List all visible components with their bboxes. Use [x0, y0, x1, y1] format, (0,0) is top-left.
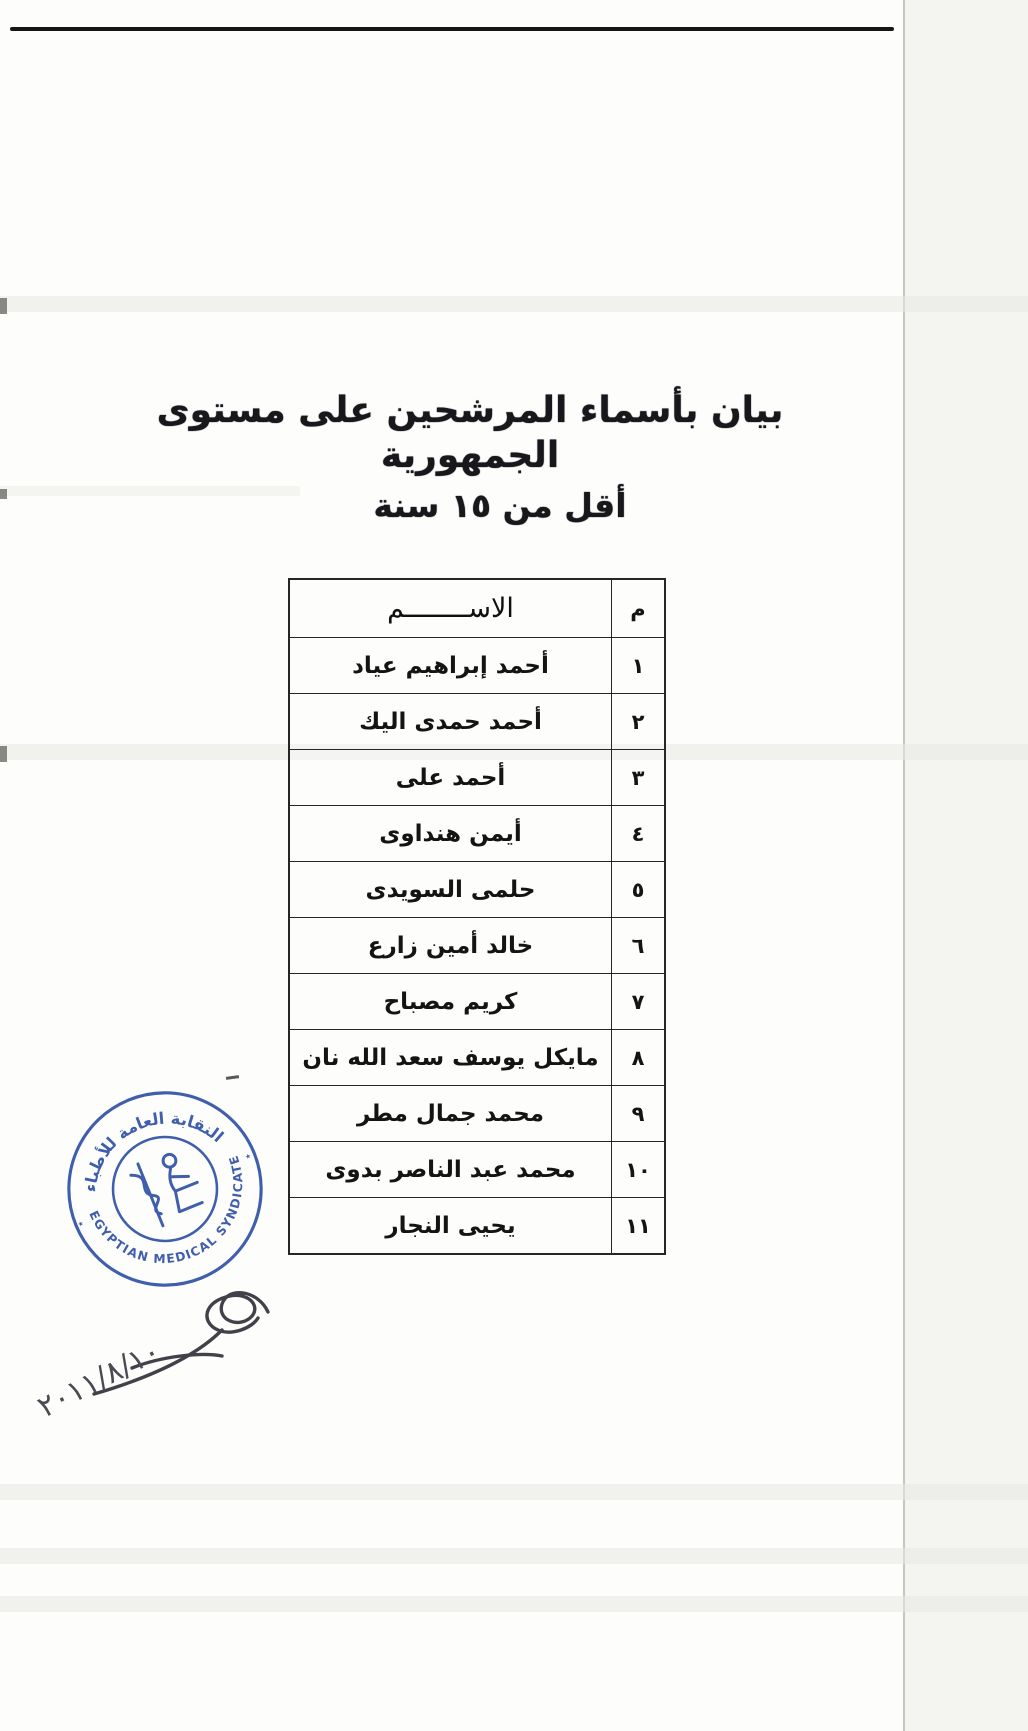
stamp-emblem-icon: [128, 1146, 208, 1230]
scan-band: [0, 296, 1028, 312]
row-number: ٥: [611, 862, 664, 917]
table-row: [290, 1141, 664, 1197]
table-row: [290, 917, 664, 973]
candidate-name: أحمد إبراهيم عياد: [352, 652, 549, 679]
candidate-name: يحيى النجار: [385, 1212, 516, 1239]
table-row: [290, 1085, 664, 1141]
stamp-star-icon: ٭: [242, 1148, 254, 1164]
candidate-name: أحمد حمدى اليك: [359, 708, 542, 735]
row-number: ٢: [611, 694, 664, 749]
scan-edge-mark: [0, 489, 7, 499]
title-line-1: بيان بأسماء المرشحين على مستوى الجمهورية: [156, 390, 784, 476]
header-num: م: [611, 580, 664, 637]
scan-edge-mark: [0, 746, 7, 762]
scan-right-edge: [903, 0, 1028, 1731]
candidates-table: [288, 578, 666, 1255]
candidate-name: محمد عبد الناصر بدوى: [325, 1156, 576, 1183]
header-name: الاســــــــم: [387, 593, 514, 624]
row-number: ٧: [611, 974, 664, 1029]
table-row: [290, 749, 664, 805]
table-row: [290, 1029, 664, 1085]
table-row: [290, 637, 664, 693]
candidate-name: حلمى السويدى: [365, 876, 536, 903]
scan-top-line: [10, 27, 894, 31]
candidate-name: كريم مصباح: [383, 988, 518, 1015]
row-number: ١٠: [611, 1142, 664, 1197]
candidate-name: خالد أمين زارع: [367, 932, 534, 959]
stamp-arabic-text: النقابة العامة للأطباء: [80, 1108, 228, 1193]
table-row: [290, 805, 664, 861]
row-number: ٩: [611, 1086, 664, 1141]
candidate-name: أيمن هنداوى: [379, 820, 522, 847]
table-row: [290, 973, 664, 1029]
document-title: [120, 388, 820, 525]
stamp-outer-ring: [40, 1064, 290, 1314]
stamp-english-text: EGYPTIAN MEDICAL SYNDICATE: [86, 1152, 246, 1267]
candidate-name: أحمد على: [395, 764, 506, 791]
scan-edge-mark: [0, 298, 7, 314]
row-number: ٣: [611, 750, 664, 805]
row-number: ٤: [611, 806, 664, 861]
stamp-star-icon: ٭: [75, 1216, 86, 1231]
candidate-name: مايكل يوسف سعد الله نان: [302, 1044, 599, 1071]
handwritten-date: ٢٠١١/٨/١٠: [32, 1333, 167, 1426]
row-number: ٦: [611, 918, 664, 973]
table-row: [290, 693, 664, 749]
table-row: [290, 1197, 664, 1253]
row-number: ١١: [611, 1198, 664, 1253]
candidate-name: محمد جمال مطر: [356, 1100, 545, 1127]
scan-band: [0, 1596, 1028, 1612]
row-number: ١: [611, 638, 664, 693]
scan-band: [0, 1484, 1028, 1500]
table-row: [290, 861, 664, 917]
row-number: ٨: [611, 1030, 664, 1085]
title-line-2: أقل من ١٥ سنة: [373, 486, 627, 525]
scan-band: [0, 1548, 1028, 1564]
table-header-row: [290, 580, 664, 637]
